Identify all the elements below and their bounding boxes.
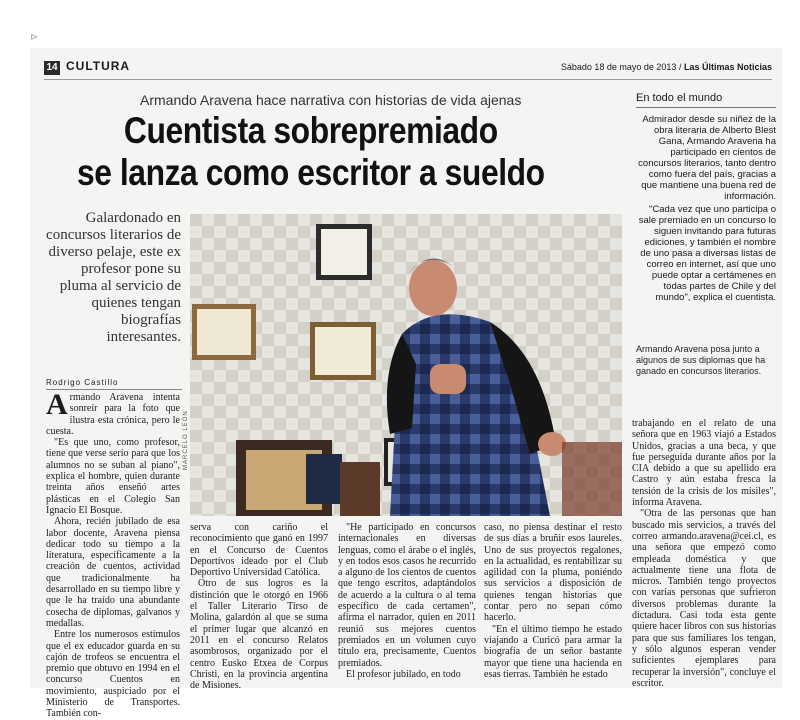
paragraph: Otro de sus logros es la distinción que le otorgó en 1966 el Taller Literario Tirso de Molina, galardón al que se suma el primer lugar que alcanzó en 2011 en el concurso Relatos asombrosos, organizado por el centro Eusko Etxea de Corpus Christi, en la provincia argentina de Misiones. (190, 578, 328, 692)
page-number: 14 (44, 61, 60, 75)
paragraph: "Otra de las personas que han buscado mis servicios, a través del correo armando.aravena@cei.cl, es una señora que empezó como empleada doméstica y que actualmente tiene una flota de micros. También tengo proyectos con varias personas que sufrieron diversos problemas durante la dictadura. Casi toda esta gente quiere hacer libros con sus historias para que sus familiares los tengan, y sólo algunos esperan vender suficientes ejemplares para recuperar la inversión", concluye el escritor. (632, 508, 776, 689)
drop-cap: A (46, 388, 68, 421)
paragraph: Ahora, recién jubilado de esa labor docente, Aravena piensa dedicar todo su tiempo a la literatura, específicamente a la creación de cuentos, actividad que tradicionalmente ha desarrollado en su tiempo libre y que le ha traído una abundante cosecha de diplomas, galvanos y medallas. (46, 516, 180, 629)
article-deck: Galardonado en concursos literarios de diverso pelaje, este ex profesor pone su pluma al servicio de quienes tengan biografías interesantes. (46, 210, 181, 345)
dateline (561, 62, 772, 72)
paragraph: caso, no piensa destinar el resto de sus días a bruñir esos laureles. Uno de sus proyectos regalones, en la actualidad, es rentabilizar su agilidad con la pluma, poniéndo sus servicios a disposición de quienes tengan historias que contar pero no sepan cómo hacerlo. (484, 522, 622, 624)
paragraph: "He participado en concursos internacionales en diversas lenguas, como el árabe o el inglés, y en todos esos casos he recurrido a alguno de los cientos de cuentos que tengo escritos, adaptándolos de acuerdo a la cultura o al tema específico de cada certamen", afirma el narrador, quien en 2011 reunió sus mejores cuentos premiados en un volumen cuyo título era, precisamente, Cuentos premiados. (338, 522, 476, 669)
article-kicker: Armando Aravena hace narrativa con historias de vida ajenas (140, 92, 522, 108)
article-column-4 (484, 522, 622, 680)
sidebar-box (636, 92, 776, 342)
article-photo (190, 214, 622, 516)
paragraph: Entre los numerosos estímulos que el ex educador guarda en su cajón de trofeos se encuentra el premio que obtuvo en 1994 en el concurso Cuentos en movimiento, auspiciado por el Ministerio de Transportes. También con- (46, 629, 180, 720)
paragraph: El profesor jubilado, en todo (346, 668, 461, 680)
sidebar-paragraph: Admirador desde su niñez de la obra literaria de Alberto Blest Gana, Armando Aravena ha participado en cientos de concursos literarios, tanto dentro como fuera del país, gracias a que mantiene una buena red de información. (638, 114, 776, 202)
photo-credit: MARCELO LEÓN (183, 410, 189, 470)
paragraph: trabajando en el relato de una señora que en 1963 viajó a Estados Unidos, gracias a una beca, y que fue perseguida durante años por la CIA debido a que su apellido era Castro y aún estaba fresca la tensión de la crisis de los misiles", informa Aravena. (632, 418, 776, 509)
paragraph: "En el último tiempo he estado viajando a Curicó para armar la biografía de un señor bastante mayor que tiene una hacienda en esas tierras. También he estado (484, 623, 622, 680)
article-column-3 (338, 522, 476, 680)
clipping-corner-icon: ⊳ (30, 32, 39, 43)
paragraph: rmando Aravena intenta sonreír para la foto que ilustra esta crónica, pero le cuesta. (46, 392, 180, 437)
newspaper-name: Las Últimas Noticias (683, 62, 772, 72)
sidebar-title: En todo el mundo (636, 92, 776, 108)
section-title: CULTURA (66, 59, 131, 73)
headline-line-1: Cuentista sobrepremiado (123, 110, 498, 151)
headline-line-2: se lanza como escritor a sueldo (76, 152, 545, 193)
date-text: Sábado 18 de mayo de 2013 / (560, 62, 682, 72)
photo-caption: Armando Aravena posa junto a algunos de sus diplomas que ha ganado en concursos literarios. (636, 344, 766, 376)
article-column-1 (46, 388, 180, 720)
article-column-5 (632, 418, 776, 689)
page-header (44, 58, 772, 80)
paragraph: "Es que uno, como profesor, tiene que verse serio para que los alumnos no se suban al piano", explica el hombre, quien durante treinta años enseñó artes plásticas en el Colegio San Ignacio El Bosque. (46, 437, 180, 516)
article-headline (70, 110, 552, 194)
photo-illustration (190, 214, 622, 516)
article-column-2 (190, 522, 328, 691)
paragraph: serva con cariño el reconocimiento que ganó en 1997 en el Concurso de Cuentos Deportivos ideado por el Club Deportivo Universidad Católica. (190, 522, 328, 579)
sidebar-paragraph: "Cada vez que uno participa o sale premiado en un concurso lo siguen invitando para futuras ediciones, y también el nombre de uno pasa a diversas listas de correo en internet, así que uno puede optar a certámenes en todas partes de Chile y del mundo", explica el cuentista. (638, 204, 776, 303)
byline: Rodrigo Castillo (46, 378, 182, 390)
